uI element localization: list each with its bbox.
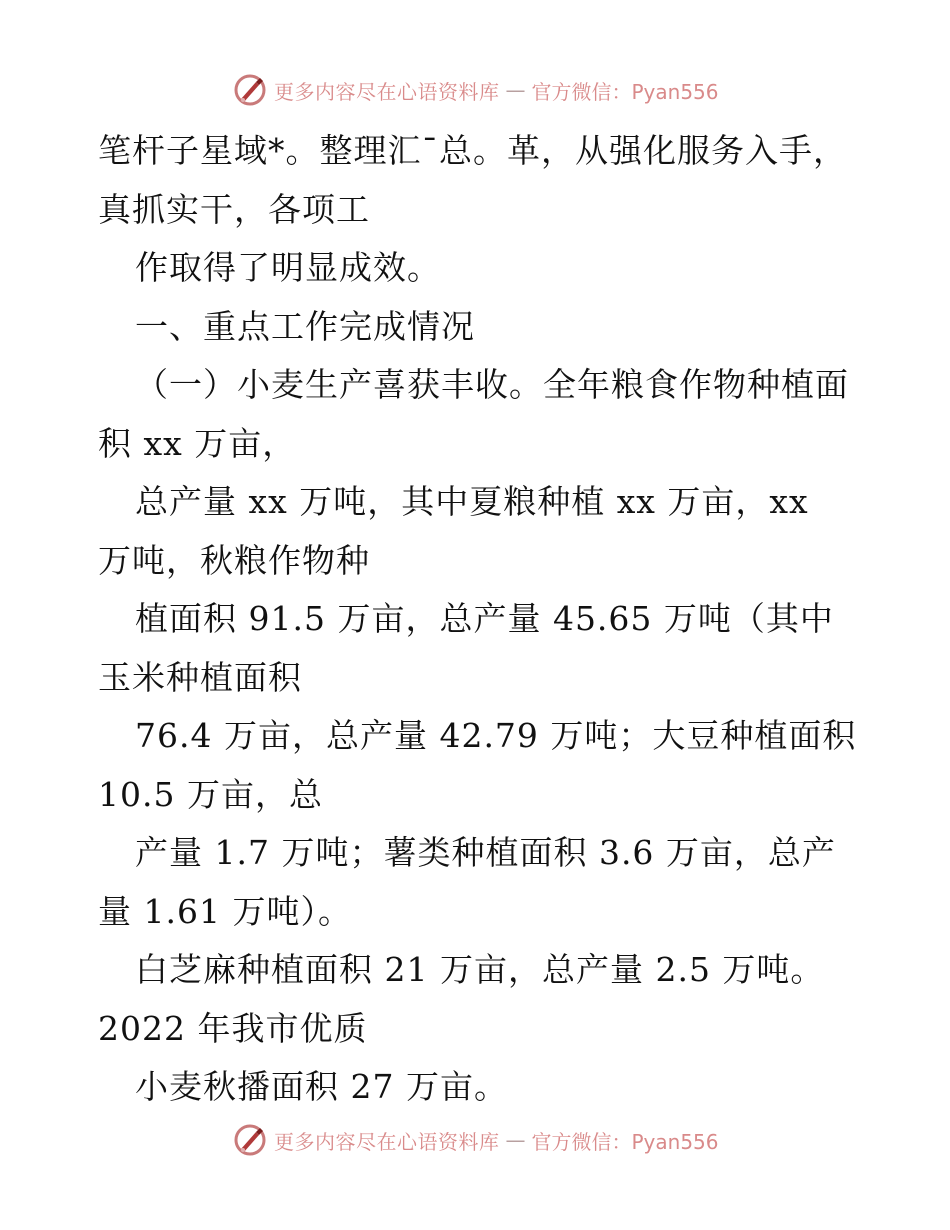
watermark-dash: —	[505, 78, 526, 102]
text-line: 76.4 万亩，总产量 42.79 万吨；大豆种植面积	[135, 716, 857, 755]
text-line: 玉米种植面积	[98, 657, 302, 697]
watermark-dash: —	[505, 1128, 526, 1152]
watermark-contact: 官方微信：Pyan556	[531, 1129, 719, 1154]
text-line: 植面积 91.5 万亩，总产量 45.65 万吨（其中	[135, 599, 834, 638]
text-line: 真抓实干，各项工	[98, 189, 370, 229]
text-line: 10.5 万亩，总	[98, 774, 323, 814]
header-watermark	[232, 70, 719, 110]
text-line: 总产量 xx 万吨，其中夏粮种植 xx 万亩，xx	[135, 482, 809, 521]
footer-watermark	[232, 1120, 719, 1160]
watermark-text: 更多内容尽在心语资料库	[274, 1129, 500, 1154]
text-line: 2022 年我市优质	[98, 1008, 368, 1048]
section-heading: 一、重点工作完成情况	[135, 306, 475, 346]
text-line: 笔杆子星域*。整理汇¯总。革，从强化服务入手，	[98, 131, 847, 170]
body-text	[98, 122, 858, 1117]
text-line: 小麦秋播面积 27 万亩。	[135, 1067, 508, 1106]
text-line: 量 1.61 万吨）。	[98, 891, 352, 931]
text-line: 万吨，秋粮作物种	[98, 540, 370, 580]
text-line: 白芝麻种植面积 21 万亩，总产量 2.5 万吨。	[135, 950, 825, 989]
pen-logo-icon	[232, 1122, 268, 1158]
text-line: （一）小麦生产喜获丰收。全年粮食作物种植面	[135, 365, 849, 404]
text-line: 作取得了明显成效。	[135, 248, 441, 287]
watermark-text: 更多内容尽在心语资料库	[274, 79, 500, 104]
watermark-contact: 官方微信：Pyan556	[531, 79, 719, 104]
pen-logo-icon	[232, 72, 268, 108]
text-line: 产量 1.7 万吨；薯类种植面积 3.6 万亩，总产	[135, 833, 836, 872]
text-line: 积 xx 万亩，	[98, 423, 297, 463]
